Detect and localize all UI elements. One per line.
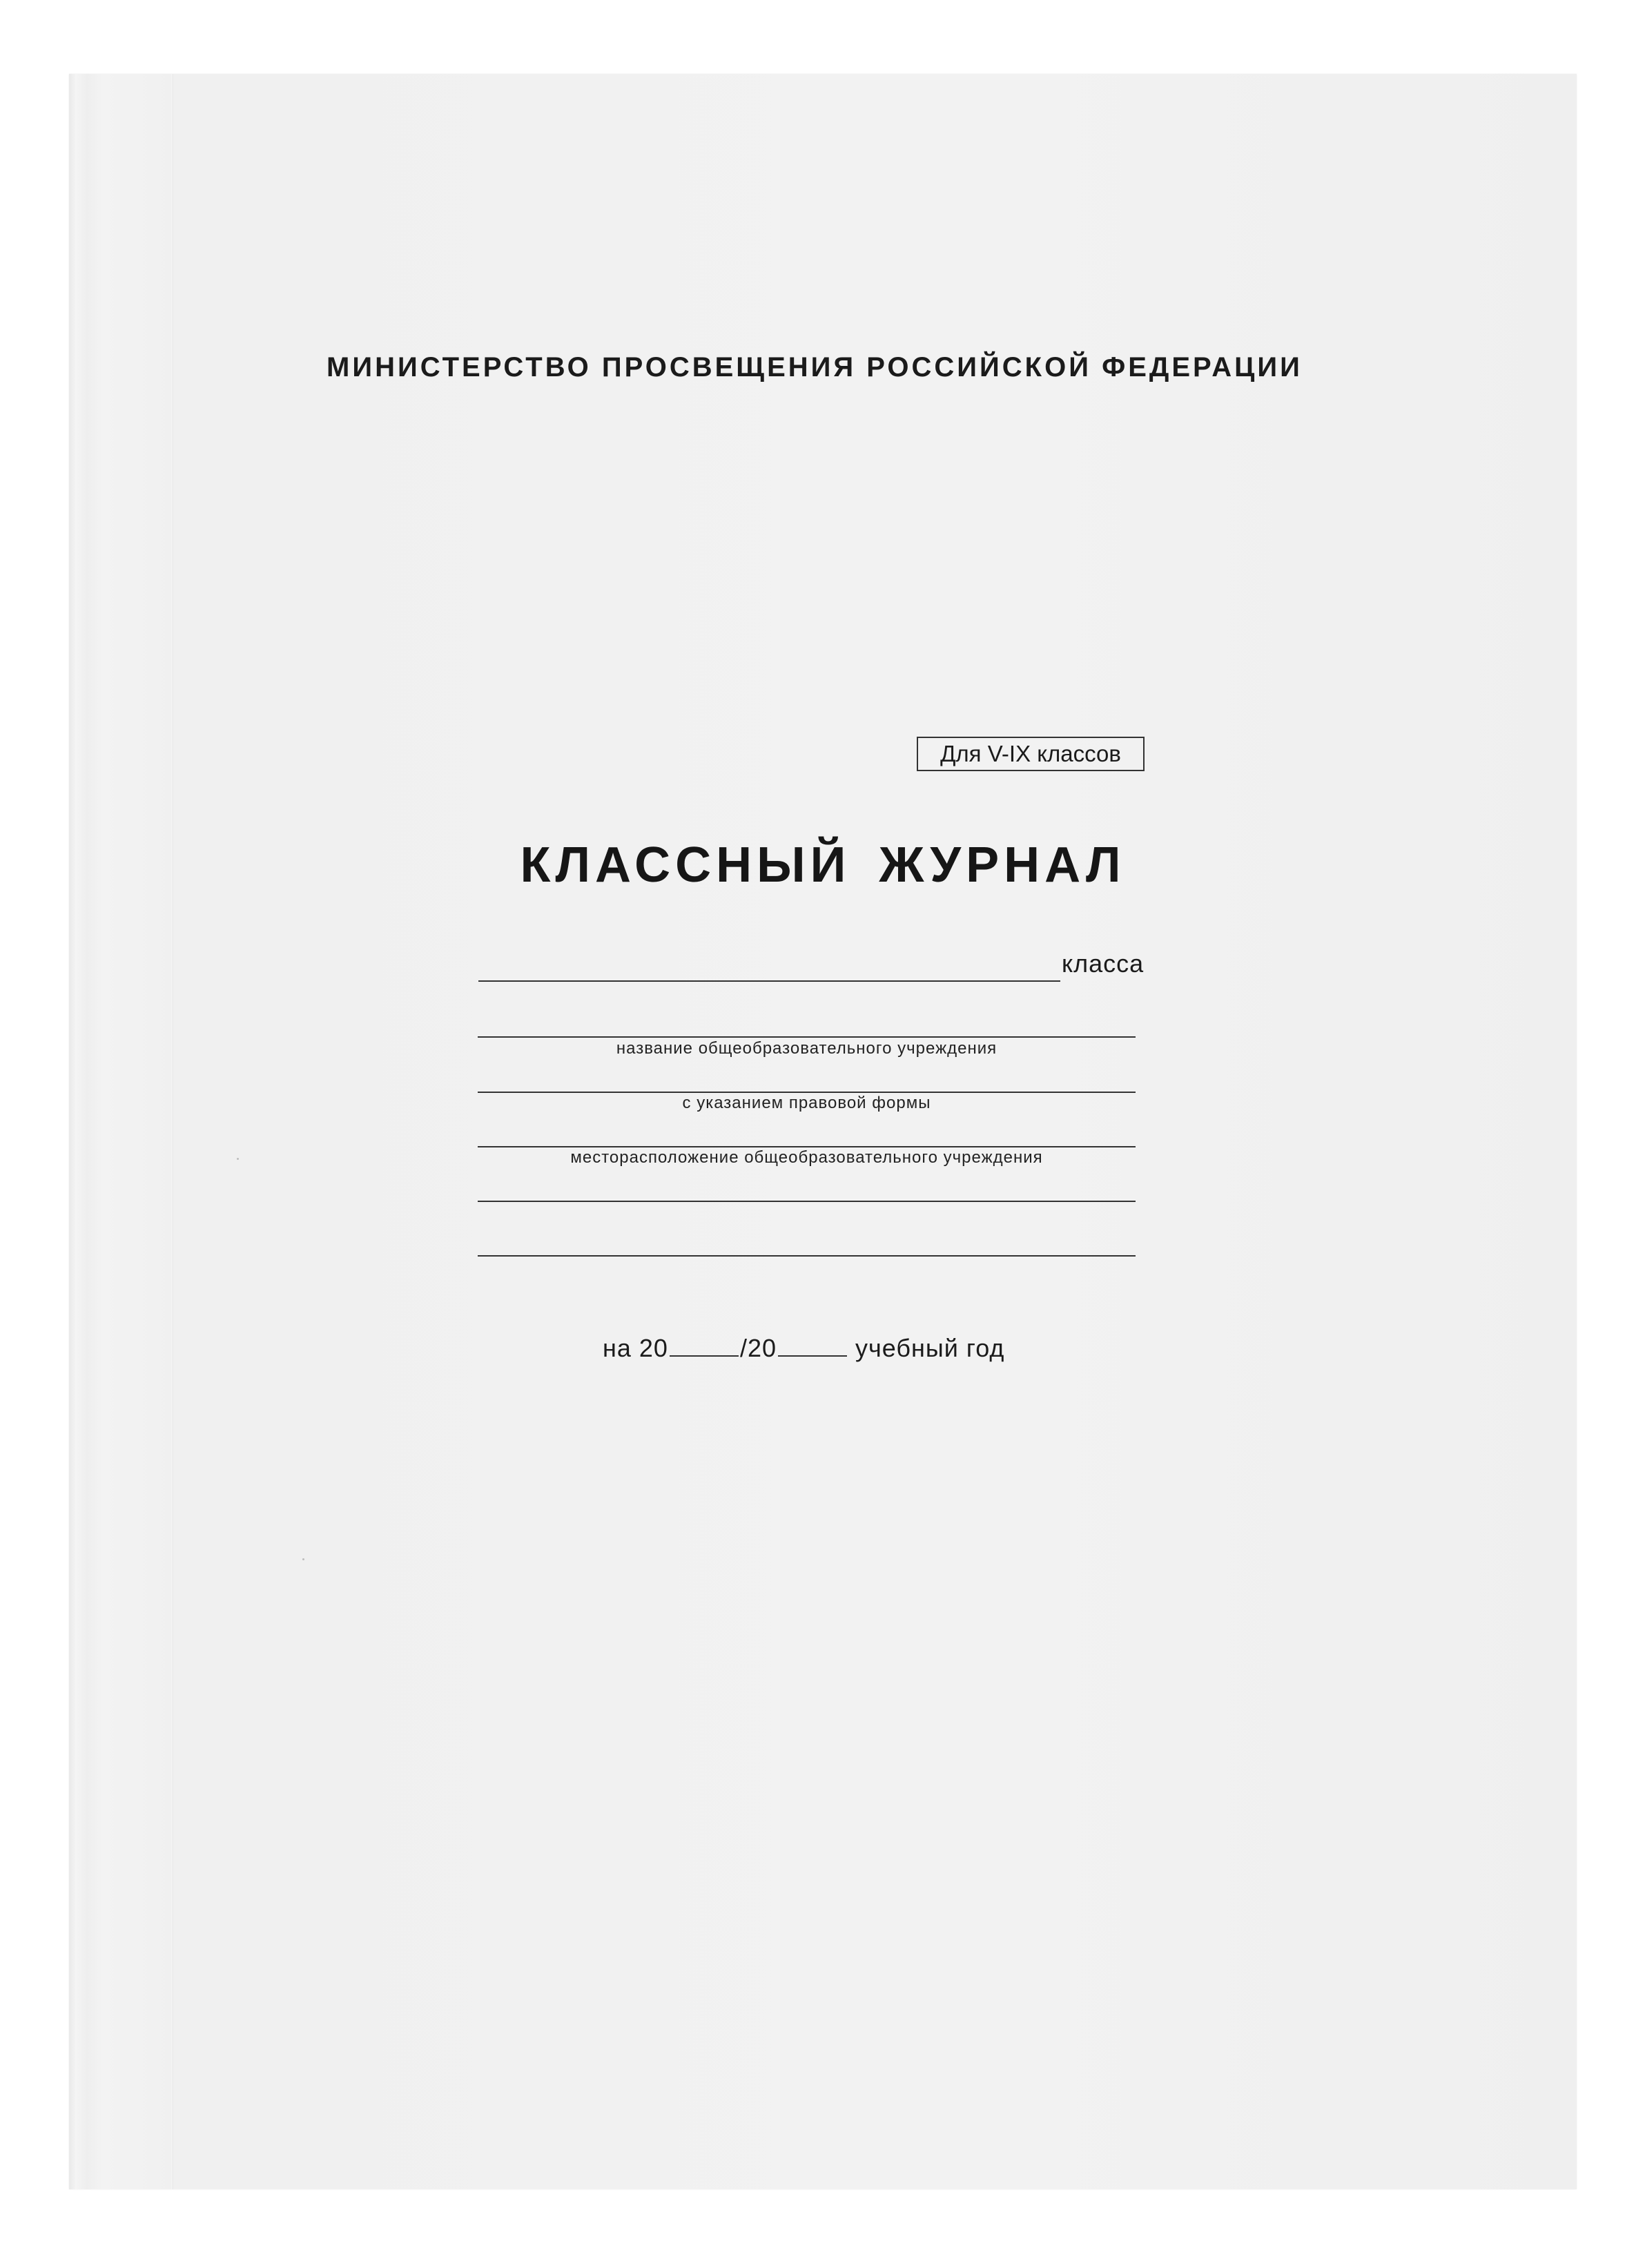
class-blank-line — [478, 980, 1060, 982]
journal-title: КЛАССНЫЙ ЖУРНАЛ — [520, 837, 1126, 893]
location-line — [478, 1146, 1136, 1147]
extra-blank-line — [478, 1201, 1136, 1202]
extra-blank-line — [478, 1255, 1136, 1257]
legal-form-line — [478, 1092, 1136, 1093]
legal-form-caption: с указанием правовой формы — [682, 1094, 931, 1112]
class-suffix-label: класса — [1062, 949, 1145, 978]
year-end-blank — [778, 1355, 847, 1357]
spine-groove — [171, 74, 173, 2189]
location-caption: месторасположение общеобразовательного учреждения — [570, 1148, 1043, 1167]
journal-cover — [69, 74, 1577, 2189]
paper-speck — [237, 1158, 239, 1160]
academic-year-row — [603, 1334, 1004, 1363]
paper-speck — [302, 1558, 304, 1560]
year-middle: /20 — [739, 1334, 777, 1362]
ministry-heading: МИНИСТЕРСТВО ПРОСВЕЩЕНИЯ РОССИЙСКОЙ ФЕДЕРАЦИИ — [327, 352, 1303, 382]
year-suffix: учебный год — [855, 1334, 1005, 1362]
institution-name-line — [478, 1036, 1136, 1038]
institution-name-caption: название общеобразовательного учреждения — [616, 1039, 997, 1058]
year-prefix: на 20 — [603, 1334, 668, 1362]
year-start-blank — [670, 1355, 739, 1357]
grade-badge: Для V-IX классов — [917, 737, 1145, 771]
